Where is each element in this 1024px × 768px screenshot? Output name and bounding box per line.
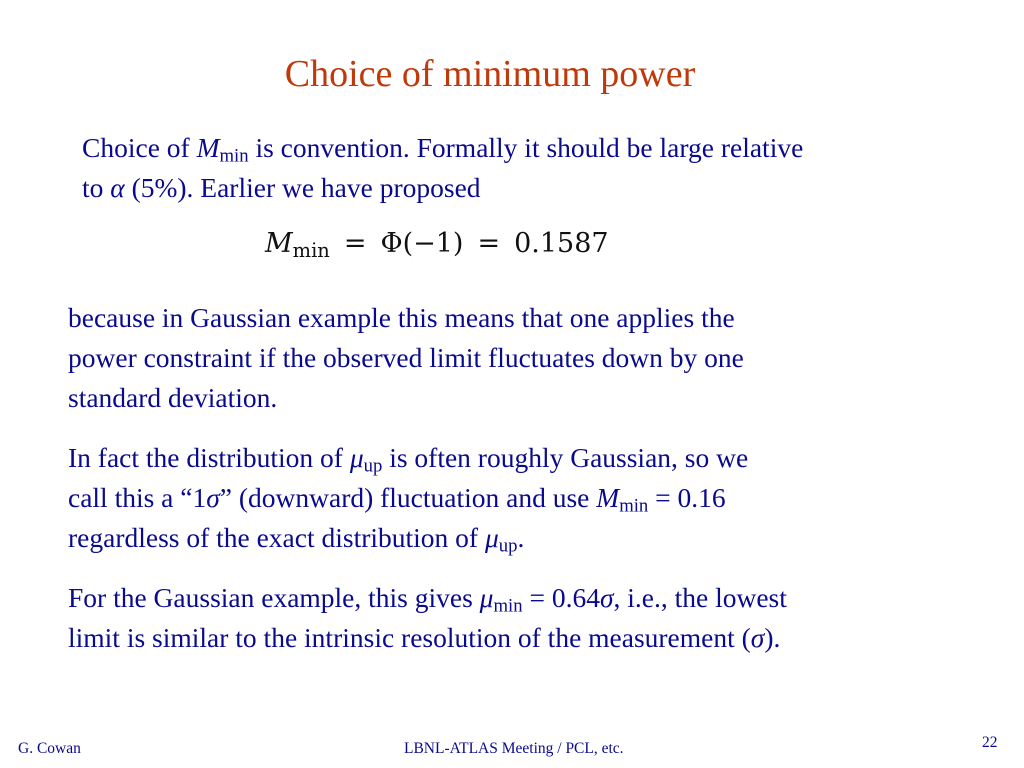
math-symbol-mu: μ [484,522,499,553]
resolution-line-2 [68,618,787,658]
formula-equals: = [477,228,501,259]
intro-paragraph [82,128,803,208]
formula-value: 0.1587 [514,228,609,259]
subscript-up: up [498,535,518,557]
text-run: In fact the distribution of [68,442,350,473]
formula-mmin [265,228,609,262]
distribution-line-3 [68,518,748,558]
slide-title-text: Choice of minimum power [284,53,696,95]
resolution-paragraph [68,578,787,658]
math-symbol-sigma: σ [750,622,765,653]
text-run: is often roughly Gaussian, so we [382,442,749,473]
text-run: to [82,172,111,203]
text-run: = 0.16 [648,482,726,513]
resolution-line-1 [68,578,787,618]
slide-title [0,52,1024,96]
math-symbol-M: M [596,482,620,513]
math-symbol-mu: μ [479,582,494,613]
intro-line-2 [82,168,803,208]
math-symbol-M: M [196,132,220,163]
subscript-min: min [219,145,249,167]
math-symbol-alpha: α [110,172,125,203]
distribution-line-2 [68,478,748,518]
gaussian-line-2: power constraint if the observed limit fluctuates down by one [68,342,744,373]
subscript-up: up [363,455,383,477]
intro-line-1 [82,128,803,168]
subscript-min: min [619,495,649,517]
formula-symbol-M: M [265,228,293,259]
gaussian-line-3: standard deviation. [68,382,278,413]
text-run: , i.e., the lowest [613,582,787,613]
formula-equals: = [343,228,367,259]
footer-author: G. Cowan [18,740,81,757]
distribution-paragraph [68,438,748,558]
text-run: Choice of [82,132,197,163]
text-run: regardless of the exact distribution of [68,522,485,553]
formula-subscript-min: min [292,238,330,262]
text-run: ). [764,622,781,653]
text-run: limit is similar to the intrinsic resolution of the measurement ( [68,622,751,653]
gaussian-line-1: because in Gaussian example this means that one applies the [68,302,735,333]
subscript-min: min [493,595,523,617]
text-run: call this a “1 [68,482,207,513]
text-run: ” (downward) fluctuation and use [219,482,597,513]
formula-phi: Φ(−1) [380,228,464,259]
footer-meeting: LBNL-ATLAS Meeting / PCL, etc. [404,740,624,757]
distribution-line-1 [68,438,748,478]
page-number: 22 [982,734,998,751]
text-run: (5%). Earlier we have proposed [124,172,481,203]
text-run: For the Gaussian example, this gives [68,582,480,613]
math-symbol-sigma: σ [599,582,614,613]
text-run: = 0.64 [522,582,600,613]
gaussian-paragraph [68,298,744,418]
text-run: is convention. Formally it should be large relative [248,132,804,163]
math-symbol-sigma: σ [206,482,220,513]
text-run: . [517,522,525,553]
math-symbol-mu: μ [349,442,364,473]
